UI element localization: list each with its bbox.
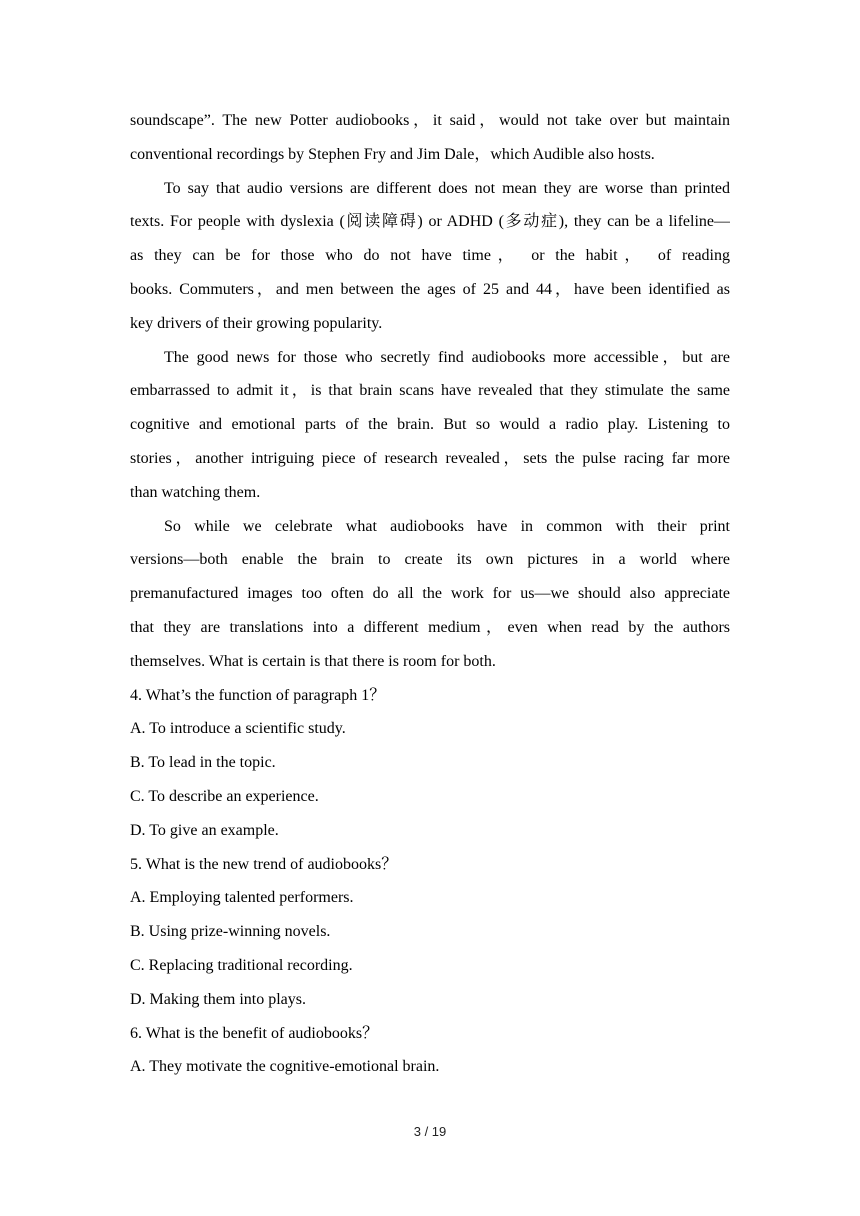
answer-option: C. Replacing traditional recording.	[130, 956, 353, 974]
passage-line: as they can be for those who do not have time， or the habit， of reading	[130, 247, 730, 265]
answer-option: D. Making them into plays.	[130, 990, 306, 1008]
page-number: 3 / 19	[413, 1124, 447, 1139]
answer-option: C. To describe an experience.	[130, 787, 319, 805]
passage-line: The good news for those who secretly find audiobooks more accessible，but are	[164, 348, 730, 366]
passage-line: than watching them.	[130, 483, 261, 501]
answer-option: B. Using prize-winning novels.	[130, 923, 331, 941]
passage-line: versions—both enable the brain to create its own pictures in a world where	[130, 551, 730, 569]
page-content	[130, 104, 730, 1084]
passage-line: conventional recordings by Stephen Fry and Jim Dale，which Audible also hosts.	[130, 145, 655, 163]
answer-option: D. To give an example.	[130, 821, 279, 839]
passage-line: stories，another intriguing piece of research revealed，sets the pulse racing far more	[130, 449, 730, 467]
passage-line: To say that audio versions are different does not mean they are worse than printed	[164, 179, 730, 197]
answer-option: A. To introduce a scientific study.	[130, 720, 346, 738]
passage-line: that they are translations into a different medium，even when read by the authors	[130, 618, 730, 636]
question-stem: 5. What is the new trend of audiobooks？	[130, 855, 398, 873]
question-6	[130, 1017, 730, 1085]
answer-option: B. To lead in the topic.	[130, 754, 276, 772]
passage	[130, 104, 730, 679]
passage-line: themselves. What is certain is that there is room for both.	[130, 652, 496, 670]
passage-line: books. Commuters，and men between the ages of 25 and 44，have been identified as	[130, 280, 730, 298]
passage-line: embarrassed to admit it，is that brain scans have revealed that they stimulate the same	[130, 382, 730, 400]
question-stem: 4. What’s the function of paragraph 1？	[130, 686, 386, 704]
passage-line: soundscape”. The new Potter audiobooks，it said，would not take over but maintain	[130, 112, 730, 129]
passage-line: So while we celebrate what audiobooks have in common with their print	[164, 517, 730, 535]
passage-line: texts. For people with dyslexia (阅读障碍) or ADHD (多动症), they can be a lifeline—	[130, 213, 730, 231]
answer-option: A. Employing talented performers.	[130, 889, 354, 907]
question-5	[130, 848, 730, 1017]
question-4	[130, 679, 730, 848]
passage-line: cognitive and emotional parts of the brain. But so would a radio play. Listening to	[130, 416, 730, 434]
question-stem: 6. What is the benefit of audiobooks？	[130, 1024, 379, 1042]
passage-line: key drivers of their growing popularity.	[130, 314, 383, 332]
passage-line: premanufactured images too often do all the work for us—we should also appreciate	[130, 585, 730, 603]
answer-option: A. They motivate the cognitive-emotional brain.	[130, 1058, 440, 1076]
